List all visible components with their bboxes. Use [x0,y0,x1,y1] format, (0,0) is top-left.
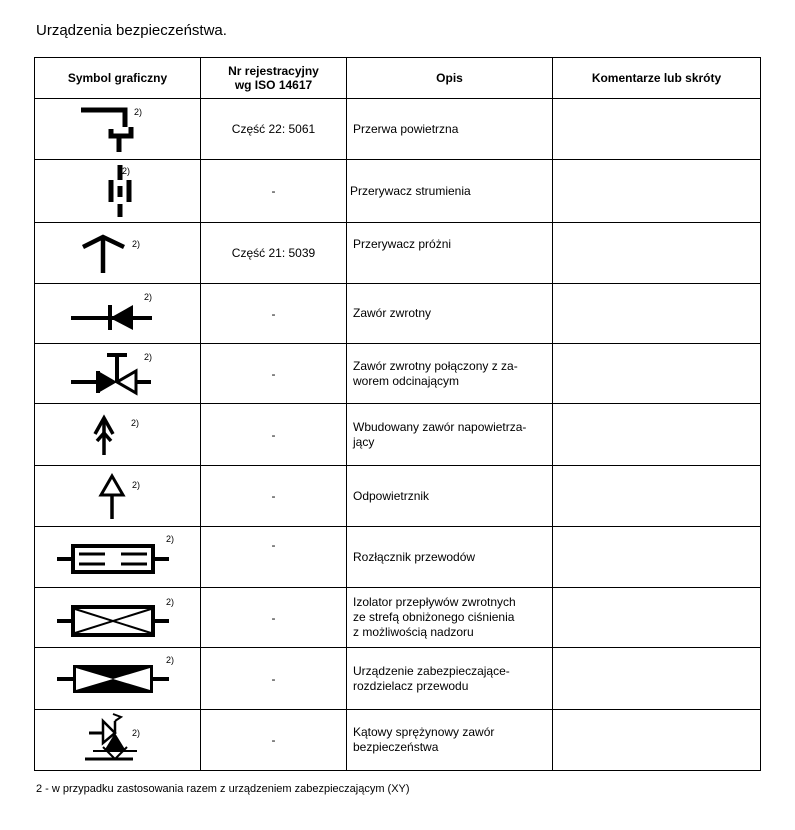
iso-number: - [201,466,347,527]
comments-cell [553,99,761,160]
description-line: z możliwością nadzoru [353,625,474,639]
iso-number: - [201,710,347,771]
description-line: Przerywacz strumienia [350,183,471,198]
description-line: jący [353,434,375,449]
footnote-marker: 2) [166,655,175,665]
footnote-marker: 2) [132,728,141,738]
iso-number: - [201,648,347,710]
symbol-cell [35,284,201,344]
symbol-cell [35,344,201,404]
safety-device-separator-icon [35,649,201,708]
description-line: Przerwa powietrzna [353,122,459,136]
check-valve-with-shutoff-icon [35,345,201,402]
description [347,284,553,344]
iso-number: Część 22: 5061 [201,99,347,160]
safety-devices-table [34,57,761,771]
description [347,648,553,710]
description [347,160,553,223]
symbol-cell [35,588,201,648]
iso-number: - [201,284,347,344]
iso-number: Część 21: 5039 [201,223,347,284]
header-iso-line1: Nr rejestracyjny [228,64,319,78]
description [347,223,553,284]
vacuum-breaker-icon [35,224,201,282]
vent-icon [35,467,201,525]
footnote-marker: 2) [166,534,175,544]
table-row [35,99,761,160]
table-row [35,160,761,223]
table-row [35,527,761,588]
pipe-disconnector-icon [35,528,201,586]
description [347,527,553,588]
air-gap-icon [35,100,201,158]
description-line: bezpieczeństwa [353,740,439,754]
description [347,466,553,527]
air-admittance-valve-icon [35,405,201,464]
symbol-cell [35,527,201,588]
footnote-marker: 2) [134,107,143,117]
table-row [35,284,761,344]
footnote-marker: 2) [132,480,141,490]
header-iso [201,58,347,99]
symbol-cell [35,99,201,160]
table-header-row [35,58,761,99]
footnote: 2 - w przypadku zastosowania razem z urządzeniem zabezpieczającym (XY) [36,783,410,795]
table-row [35,466,761,527]
header-comments: Komentarze lub skróty [553,58,761,99]
description-line: Wbudowany zawór napowietrza- [353,419,527,434]
header-iso-line2: wg ISO 14617 [234,78,313,92]
symbol-cell [35,404,201,466]
iso-number: - [201,588,347,648]
description-line: rozdzielacz przewodu [353,678,469,693]
description [347,404,553,466]
backflow-isolator-icon [35,589,201,646]
footnote-marker: 2) [122,166,131,176]
comments-cell [553,223,761,284]
description [347,710,553,771]
symbol-cell [35,710,201,771]
symbol-cell [35,466,201,527]
comments-cell [553,404,761,466]
comments-cell [553,344,761,404]
check-valve-icon [35,285,201,342]
comments-cell [553,648,761,710]
description-line: Urządzenie zabezpieczające- [353,663,510,678]
symbol-cell [35,160,201,223]
table-row [35,344,761,404]
symbol-cell [35,223,201,284]
comments-cell [553,527,761,588]
description-line: Zawór zwrotny połączony z za- [353,358,518,373]
description [347,588,553,648]
iso-number: - [201,527,347,588]
table-row [35,588,761,648]
description-line: Rozłącznik przewodów [353,549,476,564]
header-description: Opis [347,58,553,99]
iso-number: - [201,160,347,223]
footnote-marker: 2) [166,597,175,607]
symbol-cell [35,648,201,710]
footnote-marker: 2) [144,292,153,302]
description-line: Zawór zwrotny [353,306,432,320]
description-line: Przerywacz próżni [353,237,452,251]
page-title: Urządzenia bezpieczeństwa. [36,22,227,39]
description [347,99,553,160]
table-row [35,223,761,284]
iso-number: - [201,344,347,404]
footnote-marker: 2) [132,239,141,249]
comments-cell [553,710,761,771]
description-line: Odpowietrznik [353,488,430,503]
table-row [35,648,761,710]
description-line: ze strefą obniżonego ciśnienia [353,610,515,624]
footnote-marker: 2) [131,418,140,428]
comments-cell [553,588,761,648]
footnote-marker: 2) [144,352,153,362]
description-line: Izolator przepływów zwrotnych [353,595,516,609]
comments-cell [553,284,761,344]
table-row [35,404,761,466]
comments-cell [553,466,761,527]
angle-spring-safety-valve-icon [35,711,201,769]
description [347,344,553,404]
comments-cell [553,160,761,223]
iso-number: - [201,404,347,466]
jet-interrupter-icon [35,161,201,221]
table-row [35,710,761,771]
header-symbol: Symbol graficzny [35,58,201,99]
description-line: worem odcinającym [353,373,460,388]
description-line: Kątowy sprężynowy zawór [353,725,495,739]
